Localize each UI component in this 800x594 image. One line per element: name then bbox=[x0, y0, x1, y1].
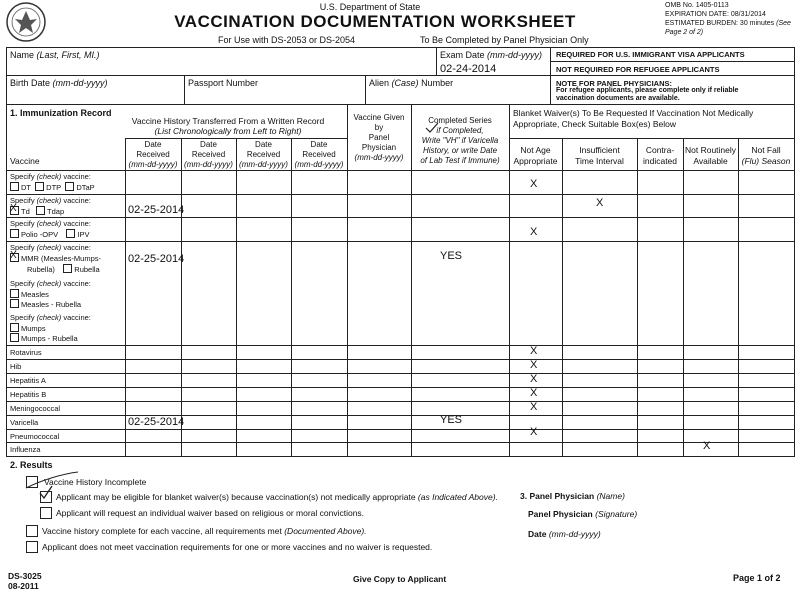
result-5-checkbox[interactable] bbox=[26, 541, 38, 553]
x-mark-meningococcal-not-age: X bbox=[530, 401, 538, 413]
row-measles-option[interactable]: Measles bbox=[10, 289, 49, 299]
name-field[interactable]: Name (Last, First, MI.) bbox=[10, 50, 100, 60]
note-line-1: For refugee applicants, please complete only if reliable bbox=[556, 87, 739, 94]
row-rotavirus-label: Rotavirus bbox=[10, 348, 42, 357]
give-copy-note: Give Copy to Applicant bbox=[353, 574, 447, 584]
x-mark-td-insufficient: X bbox=[596, 197, 604, 209]
row-hepatitis-a-label: Hepatitis A bbox=[10, 376, 46, 385]
row-dt-options[interactable]: DT DTP DTaP bbox=[10, 182, 95, 192]
estimated-burden: ESTIMATED BURDEN: 30 minutes (See bbox=[665, 20, 791, 27]
row-measles-specify: Specify (check) vaccine: bbox=[10, 279, 91, 288]
mmr-completed-series[interactable]: YES bbox=[440, 250, 463, 262]
row-hepatitis-b-label: Hepatitis B bbox=[10, 390, 47, 399]
waiver-col-not-routine: Not Routinely Available bbox=[684, 145, 737, 166]
page-number: Page 1 of 2 bbox=[733, 573, 781, 583]
waiver-col-not-age: Not Age Appropriate bbox=[513, 145, 558, 166]
row-mmr-specify: Specify (check) vaccine: bbox=[10, 243, 91, 252]
form-edition-date: 08-2011 bbox=[8, 581, 39, 591]
row-measles-rubella-option[interactable]: Measles - Rubella bbox=[10, 299, 81, 309]
result-4-label: Vaccine history complete for each vaccine, all requirements met (Documented Above). bbox=[42, 526, 367, 536]
vaccine-given-header: Vaccine Given by Panel Physician (mm-dd-yyyy) bbox=[353, 113, 405, 162]
alien-number-field[interactable]: Alien (Case) Number bbox=[369, 78, 454, 88]
row-mumps-specify: Specify (check) vaccine: bbox=[10, 313, 91, 322]
checkmark-icon bbox=[424, 122, 440, 136]
note-line-2: vaccination documents are available. bbox=[556, 95, 680, 102]
row-td-options[interactable]: X Td Tdap bbox=[10, 203, 65, 216]
note-title: NOTE FOR PANEL PHYSICIANS: bbox=[556, 79, 672, 88]
row-mmr-option[interactable]: X MMR (Measles-Mumps- bbox=[10, 250, 102, 263]
date-received-header-2: Date Received (mm-dd-yyyy) bbox=[184, 140, 233, 169]
completed-series-header: Completed Series if Completed, Write "VH" if Varicella History, or write Date of Lab Test if Immune) bbox=[420, 116, 500, 165]
row-pneumococcal-label: Pneumococcal bbox=[10, 432, 60, 441]
required-immigrant-note: REQUIRED FOR U.S. IMMIGRANT VISA APPLICANTS bbox=[556, 50, 745, 59]
date-received-header-1: Date Received (mm-dd-yyyy) bbox=[128, 140, 178, 169]
row-mumps-option[interactable]: Mumps bbox=[10, 323, 46, 333]
td-date-received[interactable]: 02-25-2014 bbox=[128, 204, 185, 216]
row-mumps-rubella-option[interactable]: Mumps - Rubella bbox=[10, 333, 78, 343]
panel-physician-name-field[interactable]: 3. Panel Physician (Name) bbox=[520, 491, 625, 501]
results-section-title: 2. Results bbox=[10, 460, 53, 470]
history-subtitle: (List Chronologically from Left to Right) bbox=[154, 126, 302, 136]
row-hib-label: Hib bbox=[10, 362, 22, 371]
vaccine-column-header: Vaccine bbox=[10, 156, 40, 166]
result-2-label: Applicant may be eligible for blanket waiver(s) because vaccination(s) not medically appropriate (as Indicated Above). bbox=[56, 492, 498, 502]
result-1-label: Vaccine History Incomplete bbox=[44, 477, 147, 487]
omb-number: OMB No. 1405-0113 bbox=[665, 2, 729, 9]
use-for-text: For Use with DS-2053 or DS-2054 bbox=[218, 35, 356, 45]
completed-by-text: To Be Completed by Panel Physician Only bbox=[420, 35, 589, 45]
row-meningococcal-label: Meningococcal bbox=[10, 404, 61, 413]
row-polio-specify: Specify (check) vaccine: bbox=[10, 219, 91, 228]
exam-date-value[interactable]: 02-24-2014 bbox=[440, 63, 497, 75]
x-mark-polio-not-age: X bbox=[530, 226, 538, 238]
panel-physician-date-field[interactable]: Date (mm-dd-yyyy) bbox=[528, 529, 601, 539]
result-2-check-icon bbox=[38, 484, 54, 502]
result-5-label: Applicant does not meet vaccination requirements for one or more vaccines and no waiver is requested. bbox=[42, 542, 433, 552]
burden-page: Page 2 of 2) bbox=[665, 29, 704, 36]
row-varicella-label: Varicella bbox=[10, 418, 39, 427]
x-mark-pneumococcal-not-age: X bbox=[530, 426, 538, 438]
row-td-specify: Specify (check) vaccine: bbox=[10, 196, 91, 205]
x-mark-rotavirus-not-age: X bbox=[530, 345, 538, 357]
x-mark-hepatitis-a-not-age: X bbox=[530, 373, 538, 385]
waiver-header: Blanket Waiver(s) To Be Requested If Vaccination Not Medically Appropriate, Check Suitable Box(es) Below bbox=[513, 108, 754, 129]
result-3-label: Applicant will request an individual waiver based on religious or moral convictions. bbox=[56, 508, 365, 518]
mmr-date-received[interactable]: 02-25-2014 bbox=[128, 253, 185, 265]
not-required-refugee-note: NOT REQUIRED FOR REFUGEE APPLICANTS bbox=[556, 65, 720, 74]
date-received-header-4: Date Received (mm-dd-yyyy) bbox=[294, 140, 344, 169]
varicella-completed-series[interactable]: YES bbox=[440, 414, 463, 426]
x-mark-hepatitis-b-not-age: X bbox=[530, 387, 538, 399]
varicella-date-received[interactable]: 02-25-2014 bbox=[128, 416, 185, 428]
waiver-col-flu-season: Not Fall (Flu) Season bbox=[741, 145, 791, 166]
expiration-date: EXPIRATION DATE: 08/31/2014 bbox=[665, 11, 766, 18]
page-title: VACCINATION DOCUMENTATION WORKSHEET bbox=[174, 12, 576, 31]
row-dt-specify: Specify (check) vaccine: bbox=[10, 172, 91, 181]
result-3-checkbox[interactable] bbox=[40, 507, 52, 519]
immunization-section-title: 1. Immunization Record bbox=[10, 108, 112, 118]
row-influenza-label: Influenza bbox=[10, 445, 41, 454]
history-title: Vaccine History Transferred From a Written Record bbox=[131, 116, 325, 126]
waiver-col-insufficient: Insufficient Time Interval bbox=[575, 145, 624, 166]
form-number: DS-3025 bbox=[8, 571, 42, 581]
birth-date-field[interactable]: Birth Date (mm-dd-yyyy) bbox=[10, 78, 108, 88]
waiver-col-contraindicated: Contra- indicated bbox=[642, 145, 678, 166]
panel-physician-signature-field[interactable]: Panel Physician (Signature) bbox=[528, 509, 638, 519]
x-mark-hib-not-age: X bbox=[530, 359, 538, 371]
x-mark-dt-not-age: X bbox=[530, 178, 538, 190]
state-dept-seal bbox=[6, 2, 46, 42]
exam-date-label: Exam Date (mm-dd-yyyy) bbox=[440, 50, 543, 60]
x-mark-influenza-not-routine: X bbox=[703, 440, 711, 452]
result-4-checkbox[interactable] bbox=[26, 525, 38, 537]
row-polio-options[interactable]: Polio -OPV IPV bbox=[10, 229, 90, 239]
date-received-header-3: Date Received (mm-dd-yyyy) bbox=[239, 140, 288, 169]
department-name: U.S. Department of State bbox=[319, 2, 421, 12]
row-mmr-option-2[interactable]: Rubella) Rubella bbox=[27, 265, 100, 274]
passport-number-field[interactable]: Passport Number bbox=[188, 78, 259, 88]
